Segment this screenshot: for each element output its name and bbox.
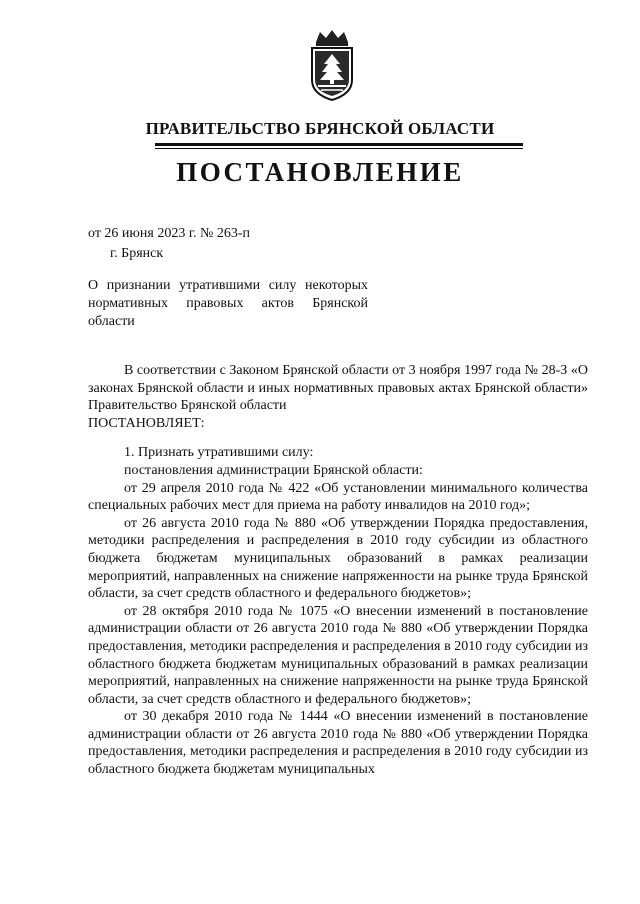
government-title: ПРАВИТЕЛЬСТВО БРЯНСКОЙ ОБЛАСТИ [145, 119, 495, 138]
act-paragraph: от 29 апреля 2010 года № 422 «Об установлении минимального количества специальных рабочих мест для приема на работу инвалидов на 2010 год»; [88, 480, 588, 514]
document-body [88, 362, 588, 779]
bryansk-coat-of-arms-icon [302, 28, 362, 104]
header-rule-thick [155, 143, 523, 146]
header-rule-thin [155, 148, 523, 149]
city-line: г. Брянск [110, 246, 164, 261]
preamble-paragraph: В соответствии с Законом Брянской области от 3 ноября 1997 года № 28-З «О законах Брянской области и иных нормативных правовых актах Брянской области» Правительство Брянской области [88, 363, 588, 414]
item-1-subheading: постановления администрации Брянской области: [124, 462, 423, 478]
act-paragraph: от 26 августа 2010 года № 880 «Об утверждении Порядка предоставления, методики распределения и распределения в 2010 году субсидии из областного бюджета бюджетам муниципальных образований в рамках реализации мероприятий, направленных на снижение напряженности на рынке труда Брянской области, за счет средств областного и федерального бюджетов»; [88, 515, 588, 602]
item-1-paragraph: 1. Признать утратившими силу: [124, 445, 314, 461]
resolve-line: ПОСТАНОВЛЯЕТ: [88, 415, 205, 431]
document-meta [88, 224, 250, 264]
act-paragraph: от 28 октября 2010 года № 1075 «О внесении изменений в постановление администрации области от 26 августа 2010 года № 880 «Об утверждении Порядка предоставления, методики распределения и распределения в 2010 году субсидии из областного бюджета бюджетам муниципальных образований в рамках реализации мероприятий, направленных на снижение напряженности на рынке труда Брянской области, за счет средств областного и федерального бюджетов»; [88, 603, 588, 707]
document-subject: О признании утратившими силу некоторых нормативных правовых актов Брянской области [88, 278, 368, 329]
document-type-title: ПОСТАНОВЛЕНИЕ [176, 157, 464, 187]
date-number-line: от 26 июня 2023 г. № 263-п [88, 226, 250, 241]
act-paragraph: от 30 декабря 2010 года № 1444 «О внесении изменений в постановление администрации области от 26 августа 2010 года № 880 «Об утверждении Порядка предоставления, методики распределения и распределения в 2010 году субсидии из областного бюджета бюджетам муниципальных [88, 709, 588, 778]
